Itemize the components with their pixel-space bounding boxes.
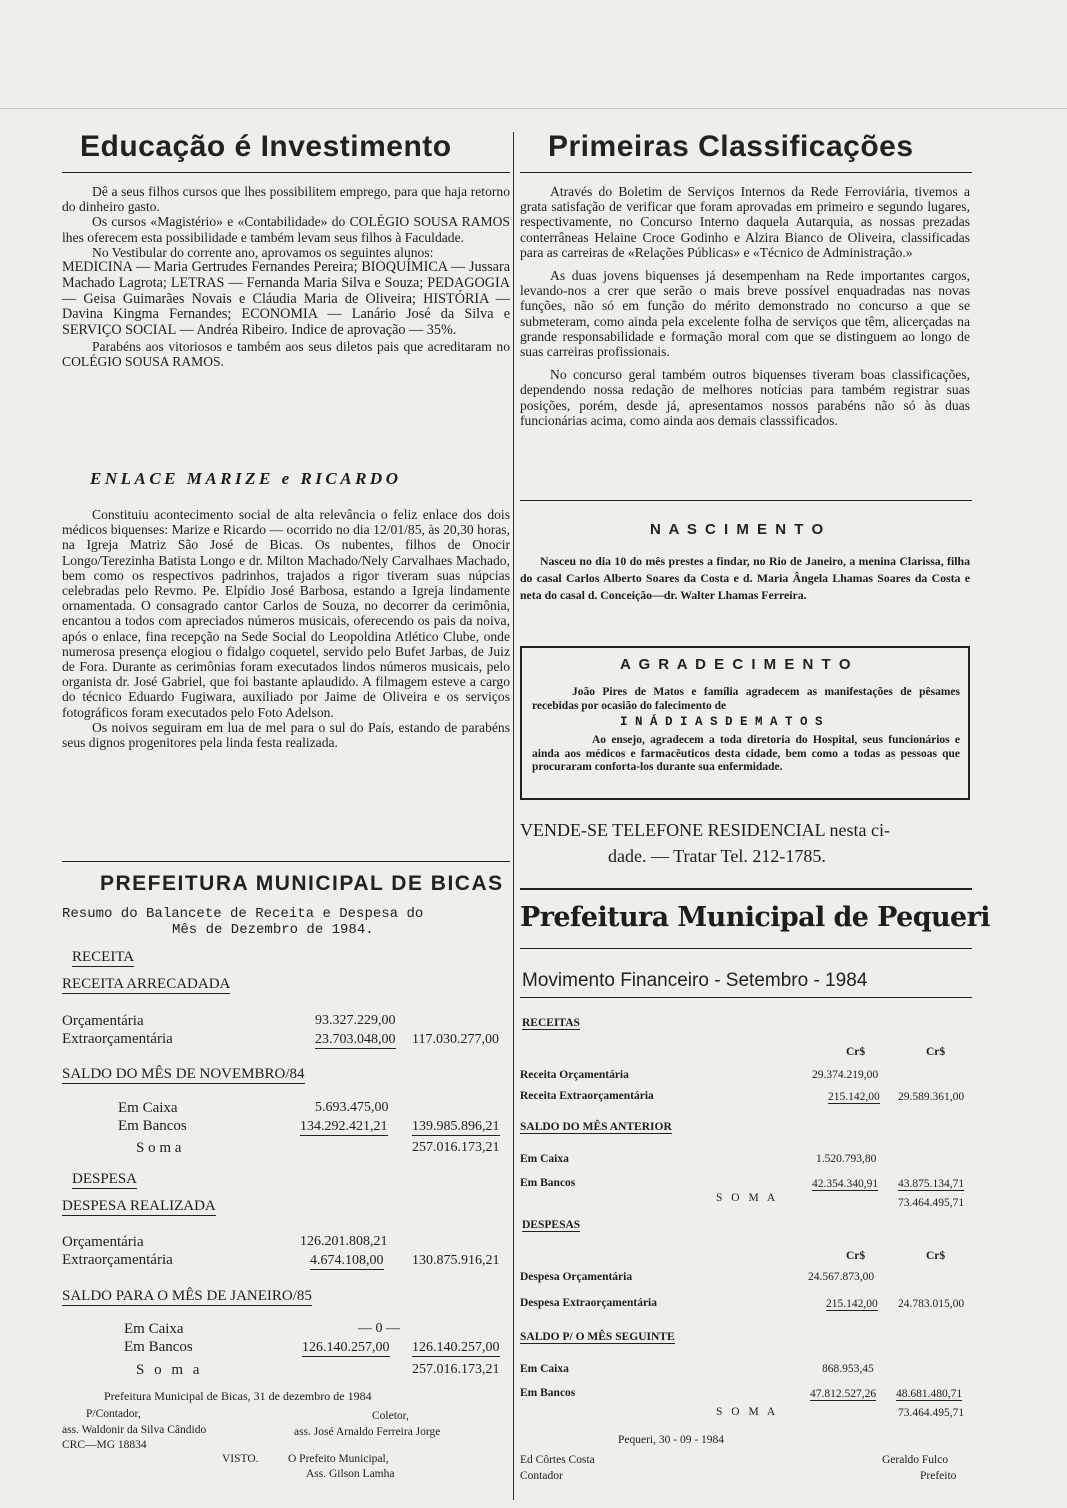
bicas-coletor-title: Coletor, [372, 1410, 409, 1422]
pequeri-saldo-seguinte-label: SALDO P/ O MÊS SEGUINTE [520, 1331, 675, 1343]
pequeri-anterior-caixa: 1.520.793,80 [816, 1153, 877, 1165]
bicas-soma-2-label: S o m a [136, 1362, 203, 1378]
pequeri-em-caixa-2-label: Em Caixa [520, 1363, 569, 1375]
agradecimento-title: A G R A D E C I M E N T O [620, 656, 853, 673]
educacao-body [62, 184, 510, 369]
pequeri-saldo-anterior-label: SALDO DO MÊS ANTERIOR [520, 1121, 672, 1133]
bicas-extraorcamentaria-label: Extraorçamentária [62, 1031, 173, 1047]
bicas-coletor-name: ass. José Arnaldo Ferreira Jorge [294, 1426, 441, 1438]
pequeri-title: Prefeitura Municipal de Pequeri [520, 902, 990, 933]
pequeri-soma-1: 73.464.495,71 [898, 1197, 965, 1209]
educacao-paragraph-1: Dê a seus filhos cursos que lhes possibilitem emprego, para que haja retorno do dinheiro gasto. [62, 184, 510, 215]
pequeri-despesas-label: DESPESAS [522, 1219, 581, 1231]
bicas-janeiro-total: 126.140.257,00 [412, 1340, 500, 1355]
bicas-em-bancos-1-label: Em Bancos [118, 1118, 187, 1134]
bicas-receita-arrecadada: RECEITA ARRECADADA [62, 976, 231, 992]
bicas-soma-1: 257.016.173,21 [412, 1140, 500, 1155]
bicas-subtitle-2: Mês de Dezembro de 1984. [172, 922, 374, 938]
pequeri-title-rule [520, 948, 972, 949]
bicas-novembro-bancos: 134.292.421,21 [300, 1119, 388, 1134]
bicas-orcamentaria-2-label: Orçamentária [62, 1234, 144, 1250]
pequeri-soma-1-label: S O M A [716, 1192, 779, 1204]
pequeri-em-bancos-2-label: Em Bancos [520, 1387, 576, 1399]
bicas-contador-title: P/Contador, [86, 1408, 141, 1420]
pequeri-despesa-extra: 215.142,00 [826, 1298, 878, 1310]
nascimento-text: Nasceu no dia 10 do mês prestes a findar, no Rio de Janeiro, a menina Clarissa, filha do casal Carlos Alberto Soares da Costa e d. Maria Ângela Lhamas Soares da Costa e neta do casal d. Conceição—dr. Walter Lhamas Ferreira. [520, 554, 970, 603]
bicas-prefeito-name: Ass. Gilson Lamha [306, 1468, 395, 1480]
pequeri-despesa-orcamentaria-label: Despesa Orçamentária [520, 1271, 633, 1283]
primeiras-bottom-rule [520, 500, 972, 501]
pequeri-soma-2: 73.464.495,71 [898, 1407, 965, 1419]
pequeri-receita-orcamentaria: 29.374.219,00 [812, 1069, 879, 1081]
bicas-receita-orcamentaria: 93.327.229,00 [315, 1013, 396, 1028]
educacao-paragraph-2: Os cursos «Magistério» e «Contabilidade» do COLÉGIO SOUSA RAMOS lhes oferecem esta possibilidade e também levam seus filhos à Faculdade. [62, 214, 510, 245]
bicas-contador-crc: CRC—MG 18834 [62, 1439, 147, 1451]
bicas-despesa-orcamentaria: 126.201.808,21 [300, 1234, 388, 1249]
pequeri-em-caixa-1-label: Em Caixa [520, 1153, 569, 1165]
agradecimento-paragraph-1: João Pires de Matos e família agradecem as manifestações de pêsames recebidas por ocasião do falecimento de [532, 686, 960, 712]
enlace-paragraph-2: Os noivos seguiram em lua de mel para o sul do País, estando de parabéns seus dignos progenitores pela linda festa realizada. [62, 719, 510, 751]
bicas-em-caixa-2-label: Em Caixa [124, 1321, 184, 1337]
bicas-receita-extraorcamentaria: 23.703.048,00 [315, 1032, 396, 1047]
bicas-despesa-total: 130.875.916,21 [412, 1253, 500, 1268]
bicas-saldo-novembro-label: SALDO DO MÊS DE NOVEMBRO/84 [62, 1066, 305, 1082]
page-top-rule [0, 108, 1067, 109]
primeiras-title: Primeiras Classificações [548, 130, 914, 163]
enlace-body [62, 507, 510, 750]
educacao-paragraph-3: No Vestibular do corrente ano, aprovamos os seguintes alunos: [92, 244, 434, 260]
bicas-title: PREFEITURA MUNICIPAL DE BICAS [100, 872, 504, 895]
bicas-janeiro-caixa: — 0 — [358, 1321, 400, 1336]
primeiras-body [520, 184, 970, 428]
bicas-prefeito-title: O Prefeito Municipal, [288, 1453, 389, 1465]
bicas-contador-name: ass. Waldonir da Silva Cândido [62, 1424, 207, 1436]
bicas-despesa-realizada: DESPESA REALIZADA [62, 1198, 216, 1214]
primeiras-paragraph-3: No concurso geral também outros biquenses tiveram boas classificações, dependendo nossa redação de melhores notícias para também registrar suas posições, porém, desde já, apresentamos nossos parabéns não só às duas funcionárias acima, como ainda aos demais classsificados. [520, 367, 970, 428]
pequeri-despesa-orcamentaria: 24.567.873,00 [808, 1271, 875, 1283]
agradecimento-name: I N Á D I A S D E M A T O S [620, 715, 823, 729]
pequeri-despesa-total: 24.783.015,00 [898, 1298, 965, 1310]
pequeri-anterior-bancos: 42.354.340,91 [812, 1178, 879, 1190]
bicas-orcamentaria-label: Orçamentária [62, 1013, 144, 1029]
bicas-extraorcamentaria-2-label: Extraorçamentária [62, 1252, 173, 1268]
bicas-em-caixa-1-label: Em Caixa [118, 1100, 178, 1116]
pequeri-prefeito-title: Prefeito [920, 1470, 957, 1482]
pequeri-cr-header-3: Cr$ [846, 1250, 866, 1262]
educacao-title: Educação é Investimento [80, 130, 452, 163]
pequeri-cr-header-4: Cr$ [926, 1250, 946, 1262]
bicas-subtitle-1: Resumo do Balancete de Receita e Despesa do [62, 906, 424, 922]
pequeri-receitas-label: RECEITAS [522, 1017, 580, 1029]
pequeri-prefeito-name: Geraldo Fulco [882, 1454, 949, 1466]
pequeri-seguinte-total: 48.681.480,71 [896, 1388, 963, 1400]
primeiras-title-rule [520, 172, 972, 173]
agradecimento-box [520, 646, 970, 800]
pequeri-cr-header-2: Cr$ [926, 1046, 946, 1058]
primeiras-paragraph-2: As duas jovens biquenses já desempenham na Rede importantes cargos, levando-nos a crer que serão o mais breve possível enquadradas nas novas funções, não só em função do mérito demonstrado no concurso a que se submeteram, como ainda pela excelente folha de serviços que têm, alicerçadas na grande responsabilidade e formação moral com que se distinguem ao longo de suas carreiras profissionais. [520, 268, 970, 360]
pequeri-subtitle: Movimento Financeiro - Setembro - 1984 [522, 970, 868, 991]
pequeri-despesa-extra-label: Despesa Extraorçamentária [520, 1297, 658, 1309]
bicas-janeiro-bancos: 126.140.257,00 [302, 1340, 390, 1355]
pequeri-receita-extra-label: Receita Extraorçamentária [520, 1090, 654, 1102]
enlace-paragraph-1: Constituiu acontecimento social de alta relevância o feliz enlace dos dois médicos biquenses: Marize e Ricardo — ocorrido no dia 12/01/85, às 20,30 horas, na Igreja Matriz São José de Bicas. Os nubentes, filhos de Onocir Longo/Terezinha Batista Longo e dr. Milton Machado/Nely Carvalhaes Machado, bem como os respectivos padrinhos, trajados a rigor tiveram suas núpcias celebradas pelo Revmo. Pe. Elpídio José Barbosa, estando a Igreja lindamente ornamentada. O consagrado cantor Carlos de Souza, no decorrer da cerimônia, encantou a todos com apreciados números musicais, oferecendo os pais da noiva, após o enlace, fina recepção na Sede Social do Leopoldina Atlético Clube, onde numerosa presença elogiou o fidalgo coquetel, servido pelo Bufet Jarbas, de Juiz de Fora. Durante as cerimônias foram executados lindos números musicais, pelo organista dr. José Gabriel, que foi bastante aplaudido. A filmagem esteve a cargo do técnico Eduardo Fugiwara, auxiliado por Jaime de Oliveira e os serviços fotográficos foram executados pelo Foto Adelson. [62, 507, 510, 720]
agradecimento-paragraph-2: Ao ensejo, agradecem a toda diretoria do Hospital, seus funcionários e ainda aos médicos e farmacêuticos desta cidade, bem como a todas as pessoas que procuraram conforta-los durante sua enfermidade. [532, 734, 960, 773]
pequeri-anterior-total: 43.875.134,71 [898, 1178, 965, 1190]
bicas-visto: VISTO. [222, 1453, 259, 1465]
educacao-paragraph-5: Parabéns aos vitoriosos e também aos seus diletos pais que acreditaram no COLÉGIO SOUSA RAMOS. [62, 339, 510, 370]
column-divider [513, 132, 514, 1500]
bicas-saldo-janeiro-label: SALDO PARA O MÊS DE JANEIRO/85 [62, 1288, 312, 1304]
bicas-soma-1-label: S o m a [136, 1140, 182, 1156]
enlace-title: ENLACE MARIZE e RICARDO [90, 469, 402, 488]
bicas-soma-2: 257.016.173,21 [412, 1362, 500, 1377]
pequeri-receita-extra: 215.142,00 [828, 1091, 880, 1103]
pequeri-seguinte-caixa: 868.953,45 [822, 1363, 874, 1375]
bicas-em-bancos-2-label: Em Bancos [124, 1339, 193, 1355]
pequeri-cr-header-1: Cr$ [846, 1046, 866, 1058]
pequeri-subtitle-rule [520, 997, 972, 998]
bicas-despesa-extraorcamentaria: 4.674.108,00 [310, 1253, 384, 1268]
pequeri-em-bancos-1-label: Em Bancos [520, 1177, 576, 1189]
pequeri-contador-name: Ed Côrtes Costa [520, 1454, 595, 1466]
bicas-receita-total: 117.030.277,00 [412, 1032, 499, 1047]
bicas-local-data: Prefeitura Municipal de Bicas, 31 de dezembro de 1984 [104, 1389, 372, 1403]
pequeri-seguinte-bancos: 47.812.527,26 [810, 1388, 877, 1400]
bicas-novembro-caixa: 5.693.475,00 [315, 1100, 389, 1115]
pequeri-soma-2-label: S O M A [716, 1406, 779, 1418]
classificado-line-1: VENDE-SE TELEFONE RESIDENCIAL nesta ci- [520, 820, 890, 840]
nascimento-title: N A S C I M E N T O [650, 521, 826, 538]
educacao-title-rule [62, 172, 510, 173]
bicas-despesa-label: DESPESA [72, 1171, 138, 1187]
classificado-line-2: dade. — Tratar Tel. 212-1785. [608, 846, 826, 866]
pequeri-local-data: Pequeri, 30 - 09 - 1984 [618, 1434, 725, 1446]
pequeri-receita-total: 29.589.361,00 [898, 1091, 965, 1103]
pequeri-receita-orcamentaria-label: Receita Orçamentária [520, 1069, 629, 1081]
bicas-top-rule [62, 861, 510, 862]
pequeri-top-rule [520, 888, 972, 890]
bicas-receita-label: RECEITA [72, 949, 135, 965]
pequeri-contador-title: Contador [520, 1470, 563, 1482]
bicas-novembro-total: 139.985.896,21 [412, 1119, 500, 1134]
primeiras-paragraph-1: Através do Boletim de Serviços Internos da Rede Ferroviária, tivemos a grata satisfação de verificar que foram aprovadas em primeiro e segundo lugares, respectivamente, no Concurso Interno daquela Autarquia, as nossas prezadas conterrâneas Helaine Croce Godinho e Alzira Bianco de Oliveira, classificadas para as carreiras de «Relações Públicas» e «Técnico de Administração.» [520, 184, 970, 260]
educacao-paragraph-4: MEDICINA — Maria Gertrudes Fernandes Pereira; BIOQUÍMICA — Jussara Machado Lagrota; LETRAS — Fernanda Maria Silva e Souza; PEDAGOGIA — Geisa Guimarães Novais e Cláudia Maria de Oliveira; HISTÓRIA — Davina Kingma Fernandes; ECONOMIA — Lanário José da Silva e SERVIÇO SOCIAL — Andréa Ribeiro. Indice de aprovação — 35%. [62, 259, 510, 339]
